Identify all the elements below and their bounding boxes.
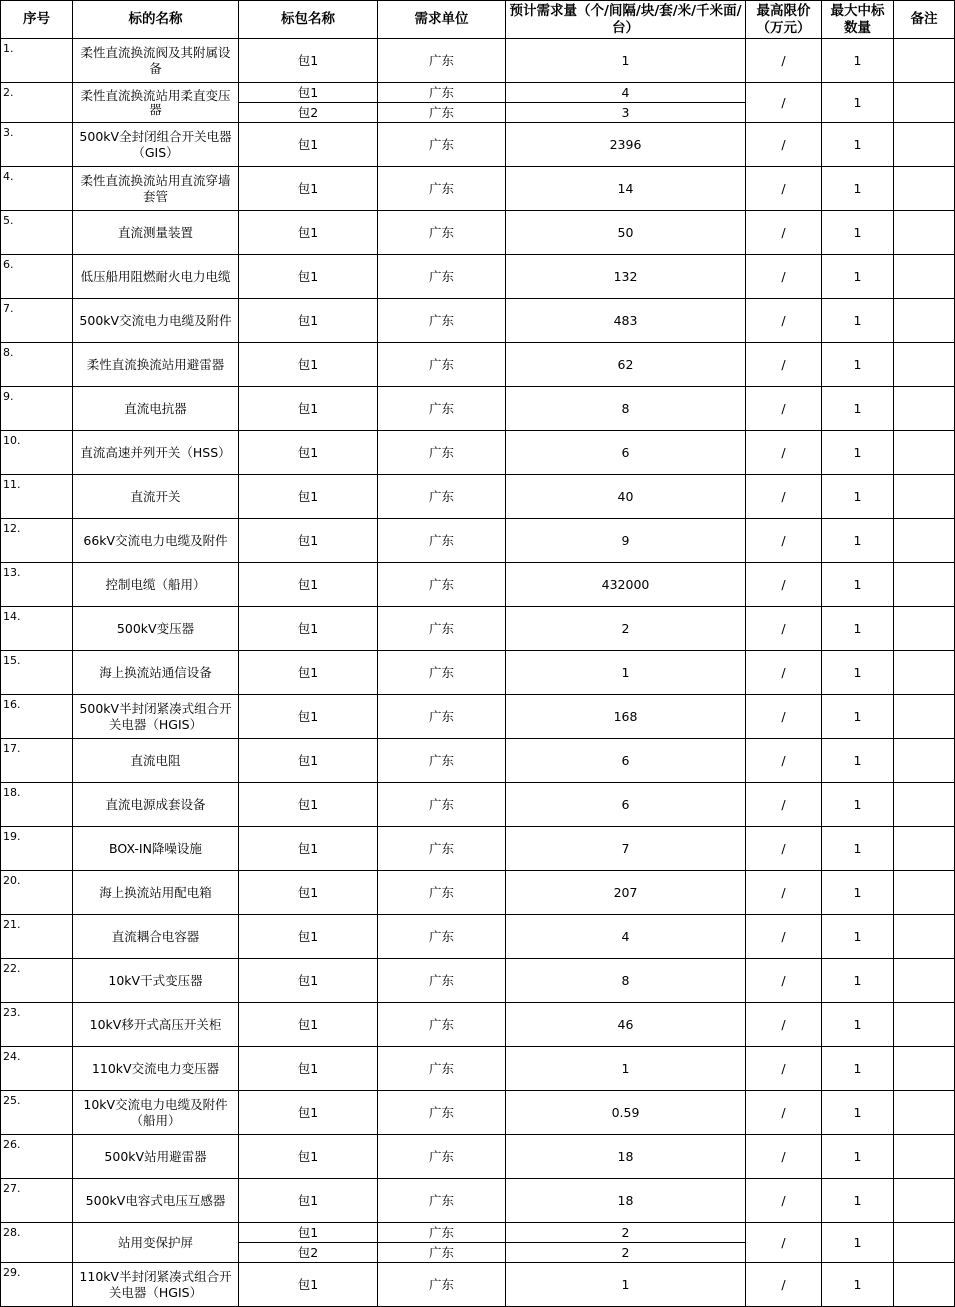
cell-unit: 广东: [378, 651, 506, 695]
cell-seq: 14.: [1, 607, 73, 651]
cell-quantity: 50: [506, 211, 746, 255]
cell-seq: 3.: [1, 123, 73, 167]
cell-unit: 广东: [378, 103, 506, 123]
cell-seq: 20.: [1, 871, 73, 915]
table-body: [1, 39, 955, 1307]
table-row: [1, 563, 955, 607]
cell-quantity: 14: [506, 167, 746, 211]
cell-max-price: /: [746, 83, 822, 123]
cell-name: 500kV电容式电压互感器: [73, 1179, 239, 1223]
cell-package: 包1: [239, 1135, 378, 1179]
table-row: [1, 299, 955, 343]
cell-seq: 7.: [1, 299, 73, 343]
cell-max-winners: 1: [822, 1091, 894, 1135]
cell-package: 包1: [239, 1179, 378, 1223]
cell-remark: [894, 915, 955, 959]
cell-name: 10kV交流电力电缆及附件（船用）: [73, 1091, 239, 1135]
cell-package: 包1: [239, 915, 378, 959]
cell-max-winners: 1: [822, 387, 894, 431]
cell-max-price: /: [746, 739, 822, 783]
table-row: [1, 871, 955, 915]
cell-quantity: 62: [506, 343, 746, 387]
cell-max-winners: 1: [822, 563, 894, 607]
cell-quantity: 1: [506, 651, 746, 695]
cell-remark: [894, 83, 955, 123]
cell-quantity: 1: [506, 1263, 746, 1307]
cell-unit: 广东: [378, 299, 506, 343]
cell-remark: [894, 739, 955, 783]
cell-max-price: /: [746, 915, 822, 959]
cell-quantity: 18: [506, 1135, 746, 1179]
cell-unit: 广东: [378, 1263, 506, 1307]
header-quantity: 预计需求量（个/间隔/块/套/米/千米面/台）: [506, 1, 746, 39]
cell-package: 包1: [239, 387, 378, 431]
cell-seq: 11.: [1, 475, 73, 519]
cell-unit: 广东: [378, 827, 506, 871]
table-row: [1, 1003, 955, 1047]
cell-package: 包1: [239, 431, 378, 475]
cell-seq: 5.: [1, 211, 73, 255]
cell-max-price: /: [746, 827, 822, 871]
cell-quantity: 0.59: [506, 1091, 746, 1135]
cell-quantity: 1: [506, 1047, 746, 1091]
cell-name: 10kV移开式高压开关柜: [73, 1003, 239, 1047]
cell-max-winners: 1: [822, 123, 894, 167]
table-row: [1, 959, 955, 1003]
header-seq: 序号: [1, 1, 73, 39]
cell-name: 柔性直流换流站用避雷器: [73, 343, 239, 387]
cell-quantity: 132: [506, 255, 746, 299]
cell-seq: 10.: [1, 431, 73, 475]
cell-name: 500kV交流电力电缆及附件: [73, 299, 239, 343]
cell-seq: 24.: [1, 1047, 73, 1091]
cell-max-winners: 1: [822, 607, 894, 651]
cell-name: 10kV干式变压器: [73, 959, 239, 1003]
cell-name: 直流电源成套设备: [73, 783, 239, 827]
cell-unit: 广东: [378, 387, 506, 431]
cell-max-winners: 1: [822, 871, 894, 915]
cell-unit: 广东: [378, 1179, 506, 1223]
table-row: [1, 1091, 955, 1135]
cell-max-price: /: [746, 431, 822, 475]
cell-max-price: /: [746, 783, 822, 827]
cell-name: 控制电缆（船用）: [73, 563, 239, 607]
cell-package: 包1: [239, 299, 378, 343]
table-row: [1, 1135, 955, 1179]
cell-unit: 广东: [378, 167, 506, 211]
cell-unit: 广东: [378, 739, 506, 783]
cell-name: 柔性直流换流阀及其附属设备: [73, 39, 239, 83]
cell-quantity: 432000: [506, 563, 746, 607]
cell-name: 500kV全封闭组合开关电器（GIS）: [73, 123, 239, 167]
cell-remark: [894, 563, 955, 607]
cell-package: 包1: [239, 1003, 378, 1047]
cell-name: 110kV交流电力变压器: [73, 1047, 239, 1091]
cell-seq: 4.: [1, 167, 73, 211]
cell-seq: 26.: [1, 1135, 73, 1179]
table-row: [1, 255, 955, 299]
cell-quantity: 8: [506, 387, 746, 431]
cell-max-winners: 1: [822, 1263, 894, 1307]
table-row: [1, 827, 955, 871]
header-remark: 备注: [894, 1, 955, 39]
cell-remark: [894, 607, 955, 651]
cell-unit: 广东: [378, 343, 506, 387]
table-row: [1, 167, 955, 211]
cell-unit: 广东: [378, 255, 506, 299]
cell-max-price: /: [746, 695, 822, 739]
header-max-price: 最高限价（万元）: [746, 1, 822, 39]
cell-unit: 广东: [378, 959, 506, 1003]
cell-max-price: /: [746, 1135, 822, 1179]
cell-unit: 广东: [378, 783, 506, 827]
cell-name: 直流耦合电容器: [73, 915, 239, 959]
cell-max-price: /: [746, 1223, 822, 1263]
cell-name: 直流高速并列开关（HSS）: [73, 431, 239, 475]
cell-max-winners: 1: [822, 167, 894, 211]
cell-name: 低压船用阻燃耐火电力电缆: [73, 255, 239, 299]
table-row: [1, 475, 955, 519]
cell-package: 包1: [239, 39, 378, 83]
table-row: [1, 387, 955, 431]
cell-max-price: /: [746, 343, 822, 387]
cell-max-price: /: [746, 255, 822, 299]
cell-remark: [894, 1135, 955, 1179]
cell-name: 站用变保护屏: [73, 1223, 239, 1263]
cell-name: 海上换流站用配电箱: [73, 871, 239, 915]
cell-remark: [894, 387, 955, 431]
cell-unit: 广东: [378, 915, 506, 959]
cell-unit: 广东: [378, 1003, 506, 1047]
cell-name: 直流电抗器: [73, 387, 239, 431]
cell-max-price: /: [746, 519, 822, 563]
cell-seq: 2.: [1, 83, 73, 123]
cell-remark: [894, 167, 955, 211]
cell-package: 包1: [239, 563, 378, 607]
cell-package: 包1: [239, 871, 378, 915]
cell-remark: [894, 1223, 955, 1263]
cell-max-winners: 1: [822, 255, 894, 299]
cell-package: 包1: [239, 739, 378, 783]
table-row: [1, 651, 955, 695]
cell-unit: 广东: [378, 83, 506, 103]
cell-seq: 18.: [1, 783, 73, 827]
cell-quantity: 483: [506, 299, 746, 343]
cell-seq: 27.: [1, 1179, 73, 1223]
cell-max-winners: 1: [822, 1135, 894, 1179]
cell-max-price: /: [746, 299, 822, 343]
header-unit: 需求单位: [378, 1, 506, 39]
header-row: [1, 1, 955, 39]
cell-seq: 17.: [1, 739, 73, 783]
cell-max-winners: 1: [822, 299, 894, 343]
cell-quantity: 4: [506, 83, 746, 103]
cell-package: 包1: [239, 651, 378, 695]
cell-max-price: /: [746, 211, 822, 255]
cell-unit: 广东: [378, 39, 506, 83]
cell-seq: 12.: [1, 519, 73, 563]
cell-seq: 8.: [1, 343, 73, 387]
header-name: 标的名称: [73, 1, 239, 39]
table-row: [1, 1223, 955, 1243]
cell-unit: 广东: [378, 1091, 506, 1135]
cell-quantity: 18: [506, 1179, 746, 1223]
cell-quantity: 1: [506, 39, 746, 83]
cell-max-price: /: [746, 607, 822, 651]
table-row: [1, 123, 955, 167]
cell-name: 500kV站用避雷器: [73, 1135, 239, 1179]
cell-package: 包1: [239, 519, 378, 563]
cell-max-winners: 1: [822, 431, 894, 475]
cell-remark: [894, 1179, 955, 1223]
cell-quantity: 8: [506, 959, 746, 1003]
cell-package: 包1: [239, 783, 378, 827]
table-row: [1, 915, 955, 959]
table-row: [1, 739, 955, 783]
cell-quantity: 7: [506, 827, 746, 871]
cell-max-price: /: [746, 1263, 822, 1307]
cell-unit: 广东: [378, 563, 506, 607]
cell-remark: [894, 827, 955, 871]
cell-quantity: 6: [506, 739, 746, 783]
cell-seq: 22.: [1, 959, 73, 1003]
cell-remark: [894, 123, 955, 167]
cell-package: 包2: [239, 103, 378, 123]
cell-remark: [894, 871, 955, 915]
cell-package: 包1: [239, 695, 378, 739]
cell-quantity: 207: [506, 871, 746, 915]
table-row: [1, 431, 955, 475]
table-row: [1, 783, 955, 827]
cell-quantity: 2: [506, 607, 746, 651]
cell-max-winners: 1: [822, 83, 894, 123]
cell-quantity: 46: [506, 1003, 746, 1047]
cell-quantity: 9: [506, 519, 746, 563]
cell-package: 包1: [239, 1223, 378, 1243]
cell-max-price: /: [746, 1091, 822, 1135]
cell-remark: [894, 1091, 955, 1135]
cell-seq: 25.: [1, 1091, 73, 1135]
cell-remark: [894, 651, 955, 695]
cell-name: 110kV半封闭紧凑式组合开关电器（HGIS）: [73, 1263, 239, 1307]
cell-name: 直流电阻: [73, 739, 239, 783]
cell-quantity: 2: [506, 1243, 746, 1263]
cell-package: 包1: [239, 1091, 378, 1135]
cell-remark: [894, 695, 955, 739]
cell-package: 包1: [239, 475, 378, 519]
cell-name: BOX-IN降噪设施: [73, 827, 239, 871]
cell-name: 柔性直流换流站用直流穿墙套管: [73, 167, 239, 211]
cell-max-winners: 1: [822, 39, 894, 83]
cell-max-price: /: [746, 651, 822, 695]
table-row: [1, 1179, 955, 1223]
table-row: [1, 695, 955, 739]
cell-remark: [894, 783, 955, 827]
cell-max-winners: 1: [822, 915, 894, 959]
cell-unit: 广东: [378, 607, 506, 651]
cell-quantity: 6: [506, 783, 746, 827]
table-row: [1, 343, 955, 387]
cell-package: 包1: [239, 211, 378, 255]
cell-remark: [894, 39, 955, 83]
cell-seq: 21.: [1, 915, 73, 959]
cell-max-price: /: [746, 1179, 822, 1223]
table-row: [1, 39, 955, 83]
cell-max-winners: 1: [822, 1003, 894, 1047]
header-package: 标包名称: [239, 1, 378, 39]
table-row: [1, 211, 955, 255]
cell-quantity: 2: [506, 1223, 746, 1243]
cell-remark: [894, 431, 955, 475]
cell-package: 包1: [239, 607, 378, 651]
cell-max-price: /: [746, 39, 822, 83]
cell-max-winners: 1: [822, 959, 894, 1003]
cell-seq: 19.: [1, 827, 73, 871]
cell-remark: [894, 255, 955, 299]
cell-seq: 13.: [1, 563, 73, 607]
cell-unit: 广东: [378, 871, 506, 915]
cell-remark: [894, 211, 955, 255]
cell-seq: 29.: [1, 1263, 73, 1307]
cell-remark: [894, 519, 955, 563]
cell-max-price: /: [746, 1047, 822, 1091]
cell-seq: 6.: [1, 255, 73, 299]
cell-unit: 广东: [378, 1243, 506, 1263]
cell-unit: 广东: [378, 475, 506, 519]
cell-unit: 广东: [378, 1223, 506, 1243]
cell-quantity: 3: [506, 103, 746, 123]
cell-unit: 广东: [378, 1135, 506, 1179]
cell-name: 直流开关: [73, 475, 239, 519]
cell-name: 500kV半封闭紧凑式组合开关电器（HGIS）: [73, 695, 239, 739]
cell-max-winners: 1: [822, 1047, 894, 1091]
cell-package: 包1: [239, 343, 378, 387]
cell-unit: 广东: [378, 519, 506, 563]
cell-name: 柔性直流换流站用柔直变压器: [73, 83, 239, 123]
cell-unit: 广东: [378, 1047, 506, 1091]
cell-max-winners: 1: [822, 343, 894, 387]
cell-quantity: 6: [506, 431, 746, 475]
cell-max-winners: 1: [822, 211, 894, 255]
cell-max-price: /: [746, 387, 822, 431]
table-row: [1, 607, 955, 651]
cell-name: 海上换流站通信设备: [73, 651, 239, 695]
cell-max-winners: 1: [822, 1223, 894, 1263]
cell-seq: 1.: [1, 39, 73, 83]
table-row: [1, 1047, 955, 1091]
cell-seq: 9.: [1, 387, 73, 431]
table-row: [1, 1263, 955, 1307]
table-row: [1, 83, 955, 103]
cell-seq: 15.: [1, 651, 73, 695]
cell-remark: [894, 959, 955, 1003]
cell-seq: 23.: [1, 1003, 73, 1047]
cell-remark: [894, 1047, 955, 1091]
cell-unit: 广东: [378, 211, 506, 255]
cell-max-price: /: [746, 563, 822, 607]
cell-remark: [894, 475, 955, 519]
cell-max-winners: 1: [822, 475, 894, 519]
cell-seq: 16.: [1, 695, 73, 739]
cell-unit: 广东: [378, 123, 506, 167]
cell-quantity: 168: [506, 695, 746, 739]
cell-seq: 28.: [1, 1223, 73, 1263]
cell-max-winners: 1: [822, 827, 894, 871]
cell-max-price: /: [746, 475, 822, 519]
cell-package: 包1: [239, 1263, 378, 1307]
cell-remark: [894, 1003, 955, 1047]
cell-max-winners: 1: [822, 519, 894, 563]
cell-quantity: 2396: [506, 123, 746, 167]
header-max-winners: 最大中标数量: [822, 1, 894, 39]
cell-remark: [894, 343, 955, 387]
cell-package: 包1: [239, 827, 378, 871]
cell-package: 包1: [239, 255, 378, 299]
cell-quantity: 4: [506, 915, 746, 959]
cell-package: 包1: [239, 167, 378, 211]
cell-name: 直流测量装置: [73, 211, 239, 255]
cell-unit: 广东: [378, 695, 506, 739]
table-row: [1, 519, 955, 563]
cell-remark: [894, 299, 955, 343]
cell-package: 包1: [239, 1047, 378, 1091]
cell-max-price: /: [746, 1003, 822, 1047]
cell-name: 66kV交流电力电缆及附件: [73, 519, 239, 563]
cell-max-price: /: [746, 123, 822, 167]
cell-max-winners: 1: [822, 1179, 894, 1223]
cell-max-winners: 1: [822, 739, 894, 783]
cell-max-winners: 1: [822, 783, 894, 827]
cell-remark: [894, 1263, 955, 1307]
cell-name: 500kV变压器: [73, 607, 239, 651]
cell-unit: 广东: [378, 431, 506, 475]
cell-max-price: /: [746, 959, 822, 1003]
cell-package: 包1: [239, 123, 378, 167]
cell-max-winners: 1: [822, 695, 894, 739]
cell-quantity: 40: [506, 475, 746, 519]
cell-max-winners: 1: [822, 651, 894, 695]
cell-max-price: /: [746, 167, 822, 211]
cell-package: 包2: [239, 1243, 378, 1263]
cell-package: 包1: [239, 959, 378, 1003]
cell-package: 包1: [239, 83, 378, 103]
cell-max-price: /: [746, 871, 822, 915]
